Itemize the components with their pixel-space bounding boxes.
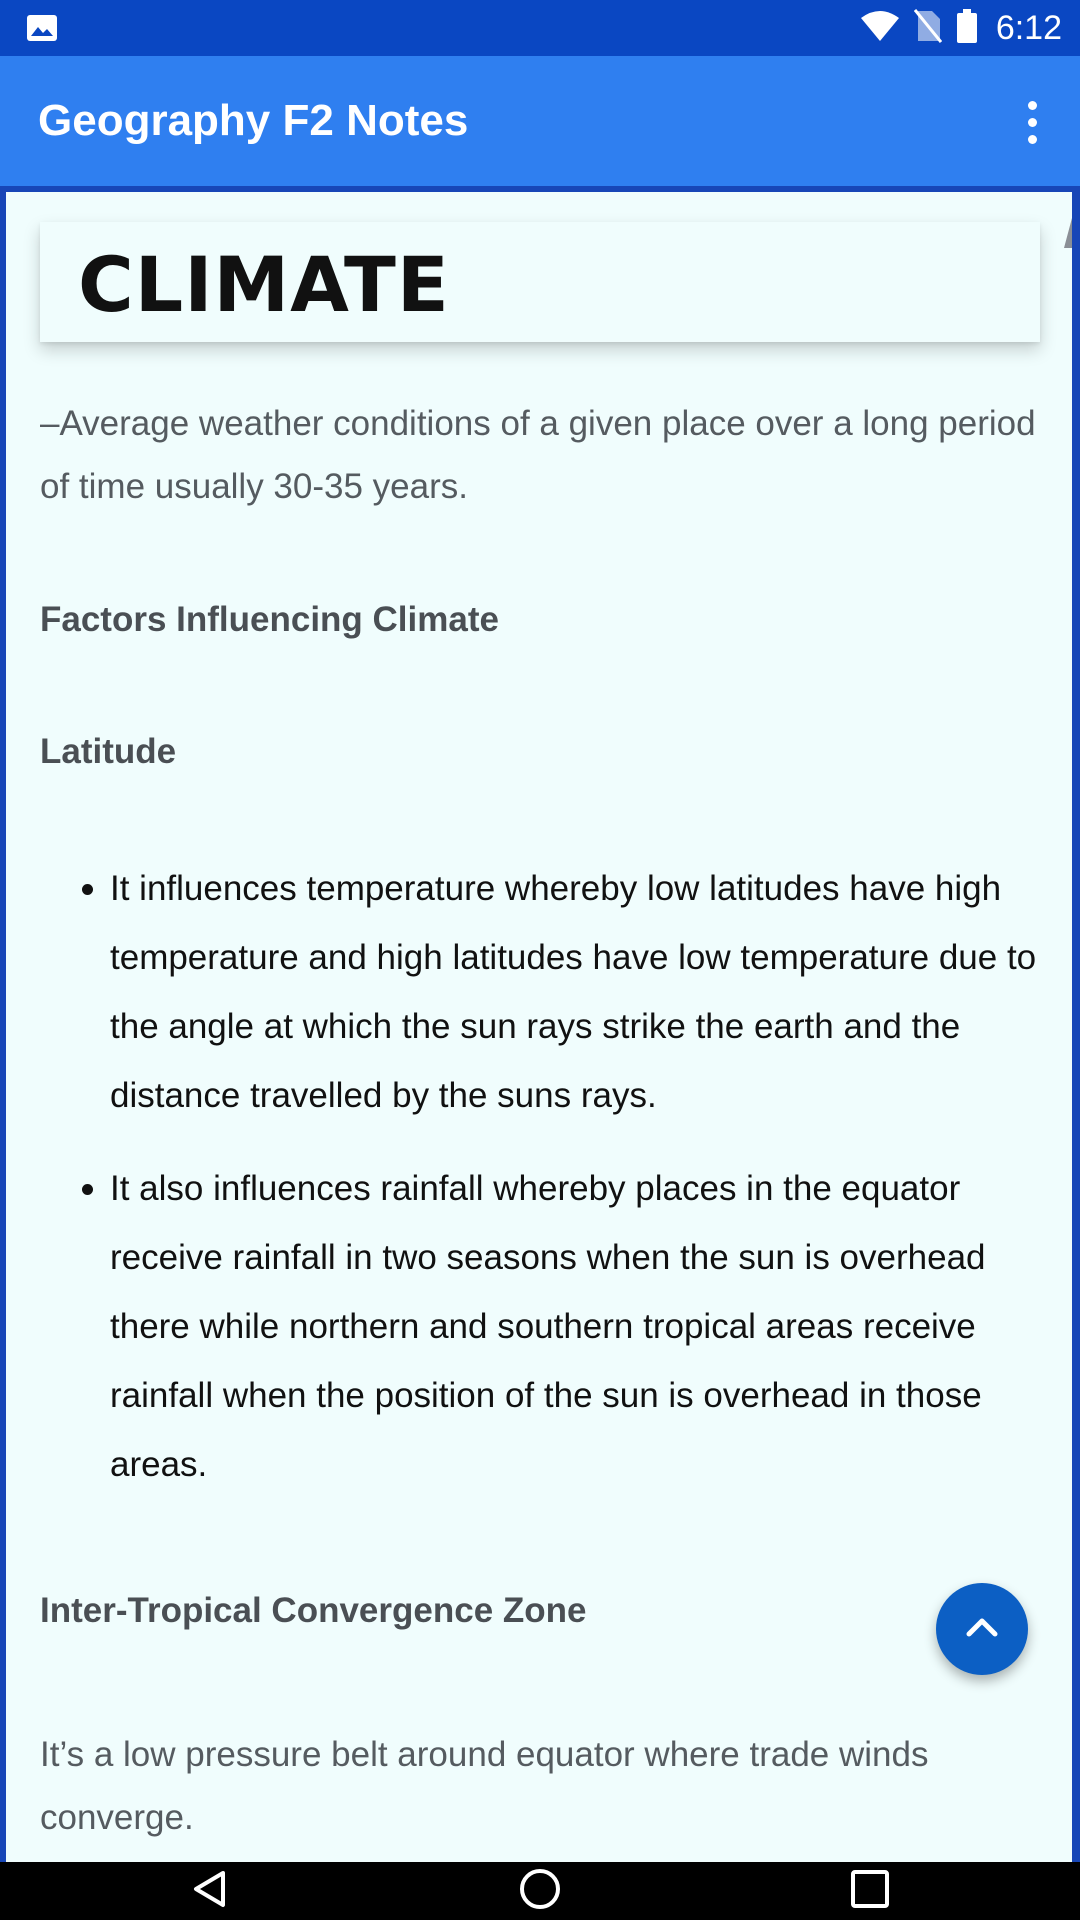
- list-item: It influences temperature whereby low latitudes have high temperature and high latitudes have low temperature due to the angle at which the sun rays strike the earth and the distance travelled by the suns rays.: [110, 854, 1050, 1130]
- latitude-bullet-list: [40, 854, 1050, 1499]
- section-heading-latitude: Latitude: [40, 732, 177, 771]
- list-item: It also influences rainfall whereby places in the equator receive rainfall in two seasons when the sun is overhead there while northern and southern tropical areas receive rainfall when the position of the sun is overhead in those areas.: [110, 1154, 1050, 1499]
- no-sim-icon: [914, 9, 942, 48]
- app-bar: [0, 56, 1080, 186]
- article-body: [40, 392, 1050, 1849]
- article-view[interactable]: [6, 192, 1072, 1862]
- section-heading-itcz: Inter-Tropical Convergence Zone: [40, 1591, 587, 1630]
- recents-button[interactable]: [810, 1862, 930, 1920]
- wifi-icon: [860, 10, 900, 47]
- section-heading-factors: Factors Influencing Climate: [40, 600, 499, 639]
- status-bar: [0, 0, 1080, 56]
- back-icon: [190, 1869, 230, 1914]
- home-button[interactable]: [480, 1862, 600, 1920]
- recents-icon: [850, 1869, 890, 1914]
- title-card: [40, 222, 1040, 342]
- overflow-menu-icon[interactable]: [1004, 92, 1060, 152]
- image-notification-icon: [26, 14, 58, 42]
- navigation-bar: [0, 1862, 1080, 1920]
- menu-dot: [1028, 118, 1037, 127]
- status-icons: [860, 0, 1062, 56]
- scroll-to-top-button[interactable]: [936, 1583, 1028, 1675]
- menu-dot: [1028, 101, 1037, 110]
- menu-dot: [1028, 135, 1037, 144]
- battery-icon: [956, 9, 978, 48]
- home-icon: [518, 1867, 562, 1916]
- app-title: Geography F2 Notes: [38, 96, 469, 145]
- chevron-up-icon: [965, 1616, 999, 1643]
- back-button[interactable]: [150, 1862, 270, 1920]
- scrollbar[interactable]: [1064, 218, 1072, 248]
- status-time: 6:12: [995, 8, 1062, 47]
- intro-paragraph: –Average weather conditions of a given place over a long period of time usually 30-35 years.: [40, 404, 1036, 506]
- itcz-paragraph: It’s a low pressure belt around equator where trade winds converge.: [40, 1735, 929, 1837]
- content-frame: [0, 186, 1080, 1862]
- article-title: CLIMATE: [78, 240, 450, 329]
